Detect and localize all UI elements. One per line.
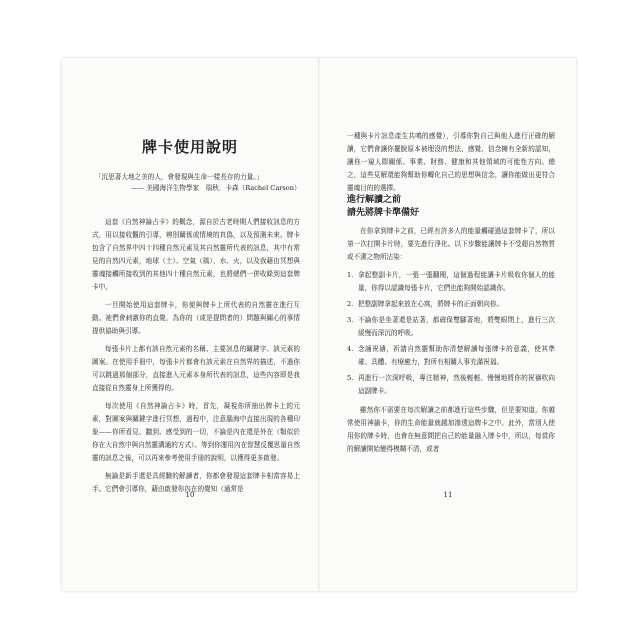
paragraph: 每張卡片上都有該自然元素的名稱、主要訊息的關鍵字、該元素的圖案。在使用手冊中，每張卡片都會有該元素在自然界的描述，不過你可以跳過那個部分，直接進入元素本身所代表的訊息，這些內容即是我直接從自然靈身上所獲得的。 [92,345,300,392]
section-heading-line: 請先將牌卡準備好 [347,208,420,218]
step-number: 2. [347,300,354,308]
page-title: 牌卡使用說明 [141,138,238,156]
paragraph: 雖然你不需要在每次解讀之前都進行這些步驟，但是要知道，你越常使用神諭卡，你的生命能量就越加滲透這牌卡之中。此外，當別人使用你的牌卡時，也會在無意間把自己的能量融入牌卡中，所以，每當你的解讀開始變得模糊不清，或者 [347,406,555,453]
epigraph-attribution: —— 美國海洋生物學家 瑞秋．卡森（Rachel Carson） [131,184,301,192]
step-list [347,269,555,398]
step-text: 再進行一次深呼吸，專注精神，然後輕輕、慢慢地將你的祝禱吹向這副牌卡。 [358,374,555,395]
right-top-text [347,130,555,200]
list-item [347,269,555,295]
paragraph: 每次使用《自然神論占卡》時，首先，凝視你所抽出牌卡上的元素，對圖案與關鍵字進行冥想，過程中，注意腦海中直接出現的各種印象——你所看見、聽到、感受到的一切，不論是內在還是外在（類似於你在大自然中與自然靈溝通的方式）。等到你運用內在智慧反覆思量自然靈的訊息之後，可以再來參考使用手冊的說明，以獲得更多啟發。 [92,402,300,462]
step-text: 拿起整副卡片，一張一張翻閱，這個過程能讓卡片吸收你個人的能量，你得以認識每張卡片，它們也能夠開始認識你。 [358,271,555,292]
paragraph: 在你拿到牌卡之前，已經有許多人的能量觸碰過這套牌卡了，所以第一次打開卡片時，要先進行淨化。以下步驟能讓牌卡不受超自然物質或不潔之物所沾染： [347,227,555,261]
book-spread [62,58,576,591]
section-heading-line: 進行解讀之前 [347,195,402,205]
paragraph: 一種與卡片訊息產生共鳴的感覺），引導你對自己與他人進行正確的解讀，它們會讓你擺脫原本被埋沒的想法、感覺、信念擁有全新的認知，讓你一窺人際關係、事業、財務、健康和其他領域的可能性方向。總之，這些見解還能夠幫助你轉化自己的思想與信念，讓你能做出更符合靈魂目的的選擇。 [347,132,555,192]
step-text: 把整副牌拿起來放在心窩，將牌卡的正面朝向你。 [358,300,504,308]
list-item [347,343,555,369]
paragraph: 一旦開始使用這套牌卡，你便與牌卡上所代表的自然靈在進行互動。祂們會刺激你的直覺，為你的（或是提問者的）問題與關心的事情提供協助與引導。 [92,301,300,335]
page-number: 11 [443,491,453,499]
step-text: 不論你是坐著還是站著，都確保雙腳著地，將雙眼閉上，進行三次緩慢而深沉的呼吸。 [358,316,555,337]
step-number: 5. [347,374,354,382]
step-text: 念誦祝禱，祈請自然靈幫助你清楚解讀每張牌卡的意義，使其準確、具體、有療癒力，對所有相關人事充滿祝福。 [358,345,555,366]
epigraph [95,172,305,194]
paragraph: 這套《自然神論占卡》的概念，源自於古老時期人們接收訊息的方式，用以接收觀的引導，辨別關係或情境的真偽，以及預測未來。牌卡包含了自然界中四十四種自然元素及其自然靈所代表的訊息，其中有常見的自然四元素，地球（土）、空氣（風）、水、火，以及我藉由冥想與靈魂接觸所接收到的其他四十種自然元素，也將總們一併收錄到這套牌卡中。 [92,218,300,291]
list-item [347,298,555,311]
paragraph: 無論是新手還是具經驗的解讀者，你都會發現這套牌卡相當容易上手。它們會引導你，藉由啟發你內在的覺知（通常是 [92,472,300,493]
step-number: 3. [347,316,354,324]
step-number: 1. [347,271,354,279]
section-heading [347,194,419,220]
page-number: 10 [185,491,195,499]
left-body-text [92,216,300,501]
step-number: 4. [347,345,354,353]
right-body-text [347,225,555,461]
epigraph-quote: 「沉思著大地之美的人，會發現與生命一樣長存的力量。」 [95,173,264,181]
left-page [62,58,318,591]
list-item [347,314,555,340]
list-item [347,372,555,398]
right-page [320,58,576,591]
